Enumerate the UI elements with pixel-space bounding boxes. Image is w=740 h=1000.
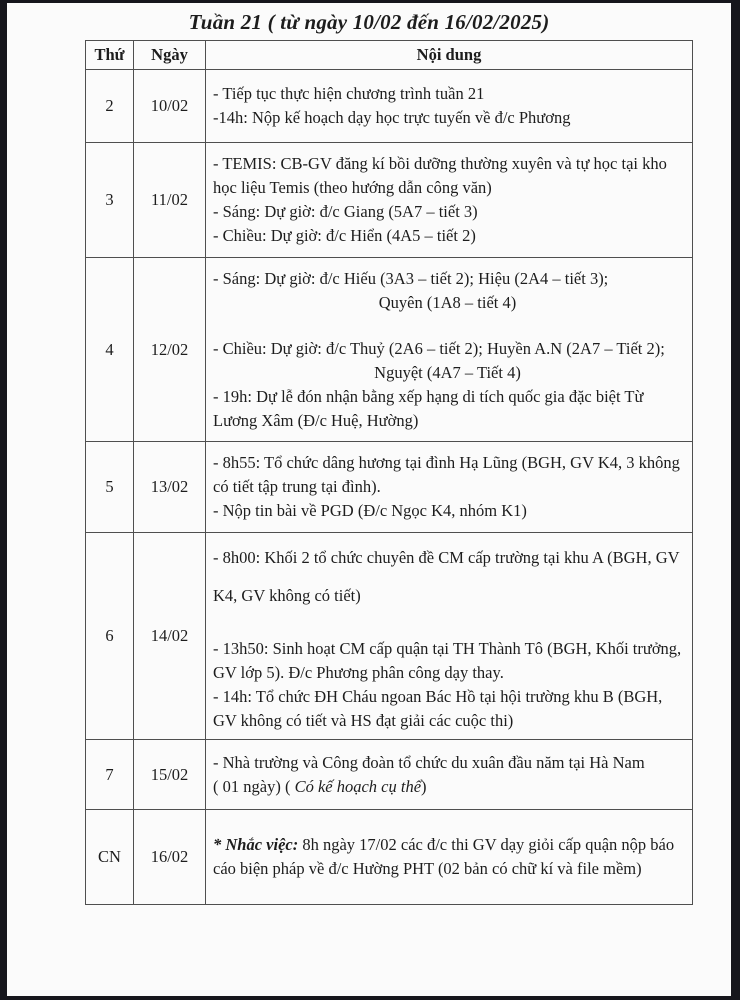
table-row bbox=[86, 258, 693, 442]
column-header-thu: Thứ bbox=[86, 41, 134, 70]
column-header-noi-dung: Nội dung bbox=[206, 41, 693, 70]
table-row bbox=[86, 810, 693, 905]
content-line: - Sáng: Dự giờ: đ/c Hiếu (3A3 – tiết 2); Hiệu (2A4 – tiết 3); bbox=[213, 268, 609, 288]
table-row bbox=[86, 740, 693, 810]
table-row bbox=[86, 70, 693, 143]
date-cell: 15/02 bbox=[134, 740, 206, 810]
date-cell: 14/02 bbox=[134, 533, 206, 740]
date-cell: 10/02 bbox=[134, 70, 206, 143]
page-title: Tuần 21 ( từ ngày 10/02 đến 16/02/2025) bbox=[188, 10, 550, 34]
schedule-table-body bbox=[86, 70, 693, 905]
content-line: - 14h: Tổ chức ĐH Cháu ngoan Bác Hồ tại hội trường khu B (BGH, GV không có tiết và HS đạt giải các cuộc thi) bbox=[213, 687, 663, 730]
date-cell: 16/02 bbox=[134, 810, 206, 905]
content-line: * Nhắc việc: 8h ngày 17/02 các đ/c thi GV dạy giỏi cấp quận nộp báo cáo biện pháp về đ/c Hường PHT (02 bản có chữ kí và file mềm) bbox=[213, 835, 675, 878]
content-cell bbox=[206, 442, 693, 533]
content-line: - 8h55: Tổ chức dâng hương tại đình Hạ Lũng (BGH, GV K4, 3 không có tiết tập trung tại đình). bbox=[213, 453, 680, 496]
table-row bbox=[86, 533, 693, 740]
header-row bbox=[86, 41, 693, 70]
content-line: ( 01 ngày) ( Có kế hoạch cụ thể) bbox=[213, 776, 427, 796]
content-line bbox=[213, 615, 682, 637]
date-cell: 13/02 bbox=[134, 442, 206, 533]
table-row bbox=[86, 442, 693, 533]
content-line: - Chiều: Dự giờ: đ/c Hiển (4A5 – tiết 2) bbox=[213, 226, 476, 245]
content-line: - Chiều: Dự giờ: đ/c Thuỷ (2A6 – tiết 2); Huyền A.N (2A7 – Tiết 2); bbox=[213, 338, 665, 358]
content-line bbox=[213, 315, 682, 337]
content-line: - Nhà trường và Công đoàn tổ chức du xuân đầu năm tại Hà Nam bbox=[213, 752, 645, 772]
schedule-table bbox=[85, 40, 693, 905]
content-line: - Nộp tin bài về PGD (Đ/c Ngọc K4, nhóm K1) bbox=[213, 501, 527, 520]
day-cell: 2 bbox=[86, 70, 134, 143]
content-line: - TEMIS: CB-GV đăng kí bồi dưỡng thường xuyên và tự học tại kho học liệu Temis (theo hướng dẫn công văn) bbox=[213, 154, 667, 197]
content-cell bbox=[206, 810, 693, 905]
day-cell: 6 bbox=[86, 533, 134, 740]
table-row bbox=[86, 143, 693, 258]
date-cell: 12/02 bbox=[134, 258, 206, 442]
content-line: - Tiếp tục thực hiện chương trình tuần 21 bbox=[213, 84, 485, 103]
content-cell bbox=[206, 258, 693, 442]
date-cell: 11/02 bbox=[134, 143, 206, 258]
day-cell: 5 bbox=[86, 442, 134, 533]
column-header-ngay: Ngày bbox=[134, 41, 206, 70]
document-page bbox=[7, 3, 731, 996]
day-cell: CN bbox=[86, 810, 134, 905]
day-cell: 7 bbox=[86, 740, 134, 810]
content-cell bbox=[206, 70, 693, 143]
day-cell: 3 bbox=[86, 143, 134, 258]
content-line: - 19h: Dự lễ đón nhận bằng xếp hạng di tích quốc gia đặc biệt Từ Lương Xâm (Đ/c Huệ, Hường) bbox=[213, 386, 644, 430]
content-line: Quyên (1A8 – tiết 4) bbox=[378, 292, 517, 312]
content-line: -14h: Nộp kế hoạch dạy học trực tuyến về đ/c Phương bbox=[213, 108, 571, 127]
content-line: - 13h50: Sinh hoạt CM cấp quận tại TH Thành Tô (BGH, Khối trưởng, GV lớp 5). Đ/c Phương phân công dạy thay. bbox=[213, 639, 682, 682]
day-cell: 4 bbox=[86, 258, 134, 442]
content-line: - 8h00: Khối 2 tổ chức chuyên đề CM cấp trường tại khu A (BGH, GV K4, GV không có tiết) bbox=[213, 548, 680, 605]
content-cell bbox=[206, 533, 693, 740]
content-cell bbox=[206, 740, 693, 810]
content-line: - Sáng: Dự giờ: đ/c Giang (5A7 – tiết 3) bbox=[213, 202, 478, 221]
content-line: Nguyệt (4A7 – Tiết 4) bbox=[374, 362, 521, 382]
content-cell bbox=[206, 143, 693, 258]
